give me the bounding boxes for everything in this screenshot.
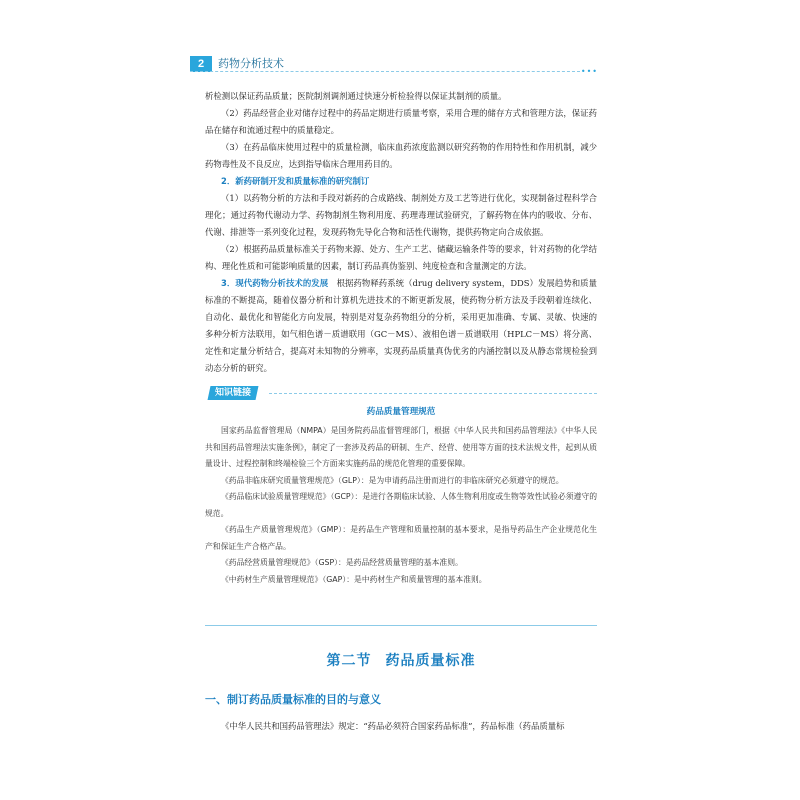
- subheading-3: 3．现代药物分析技术的发展: [221, 278, 329, 288]
- knowledge-paragraph: 《药品临床试验质量管理规范》（GCP）：是进行各期临床试验、人体生物利用度或生物等效性试验必须遵守的规范。: [205, 492, 597, 518]
- knowledge-paragraph: 《药品非临床研究质量管理规范》（GLP）：是为申请药品注册而进行的非临床研究必须遵守的规范。: [221, 475, 564, 485]
- knowledge-title: 药品质量管理规范: [366, 407, 436, 417]
- subheading-2: 2．新药研制开发和质量标准的研究制订: [221, 176, 370, 186]
- knowledge-divider: [269, 393, 597, 394]
- knowledge-paragraph: 《药品经营质量管理规范》（GSP）：是药品经营质量管理的基本准则。: [221, 558, 463, 567]
- knowledge-box-bottom-rule: [205, 625, 597, 626]
- knowledge-paragraph: 《中药材生产质量管理规范》（GAP）：是中药材生产和质量管理的基本准则。: [221, 574, 487, 584]
- knowledge-paragraph: 国家药品监督管理局（NMPA）是国务院药品监督管理部门，根据《中华人民共和国药品管理法》《中华人民共和国药品管理法实施条例》，制定了一套涉及药品的研制、生产、经营、使用等方面的技术法规文件，起到从质量设计、过程控制和终端检验三个方面来实施药品的规范化管理的重要保障。: [205, 426, 597, 468]
- paragraph-text: 根据药物释药系统（drug delivery system，DDS）发展趋势和质量标准的不断提高，随着仪器分析和计算机先进技术的不断更新发展，使药物分析方法及手段朝着连续化、自动化、最优化和智能化方向发展，特别是对复杂药物组分的分析，采用更加准确、专属、灵敏、快速的多种分析方法联用，如气相色谱－质谱联用（GC－MS）、液相色谱－质谱联用（HPLC－MS）将分离、定性和定量分析结合，提高对未知物的分辨率，实现药品质量真伪优劣的内涵控制以及从静态常规检验到动态分析的研究。: [205, 278, 597, 373]
- knowledge-link-tag: 知识链接: [208, 386, 259, 400]
- knowledge-link-box: [205, 404, 597, 588]
- paragraph: （2）根据药品质量标准关于药物来源、处方、生产工艺、储藏运输条件等的要求，针对药物的化学结构、理化性质和可能影响质量的因素，制订药品真伪鉴别、纯度检查和含量测定的方法。: [205, 244, 597, 271]
- section-heading: [205, 650, 597, 672]
- knowledge-paragraph: 《药品生产质量管理规范》（GMP）：是药品生产管理和质量控制的基本要求，是指导药品生产企业规范化生产和保证生产合格产品。: [205, 525, 597, 551]
- subsection-heading: 一、制订药品质量标准的目的与意义: [205, 693, 381, 706]
- book-title: 药物分析技术: [218, 57, 284, 70]
- page-number: 2: [190, 56, 212, 72]
- knowledge-link-header: [205, 385, 597, 401]
- header-dots-ornament: •••: [580, 67, 598, 76]
- paragraph: （1）以药物分析的方法和手段对新药的合成路线、制剂处方及工艺等进行优化，实现制备过程科学合理化；通过药物代谢动力学、药物制剂生物利用度、药理毒理试验研究，了解药物在体内的吸收、分布、代谢、排泄等一系列变化过程，发现药物先导化合物和活性代谢物，提供药物定向合成依据。: [205, 193, 597, 237]
- main-text: [205, 88, 597, 377]
- section-number: 第二节: [326, 653, 372, 669]
- section-title: 药品质量标准: [385, 653, 476, 669]
- paragraph: （2）药品经营企业对储存过程中的药品定期进行质量考察，采用合理的储存方式和管理方法，保证药品在储存和流通过程中的质量稳定。: [205, 108, 597, 135]
- running-header: [190, 56, 598, 76]
- header-divider: [190, 71, 580, 72]
- paragraph: 析检测以保证药品质量；医院制剂调剂通过快速分析检验得以保证其制剂的质量。: [205, 91, 507, 101]
- paragraph: 《中华人民共和国药品管理法》规定：“药品必须符合国家药品标准”，药品标准（药品质量标: [221, 721, 565, 731]
- paragraph: （3）在药品临床使用过程中的质量检测，临床血药浓度监测以研究药物的作用特性和作用机制，减少药物毒性及不良反应，达到指导临床合理用药目的。: [205, 142, 597, 169]
- paragraph-with-heading: [205, 275, 597, 377]
